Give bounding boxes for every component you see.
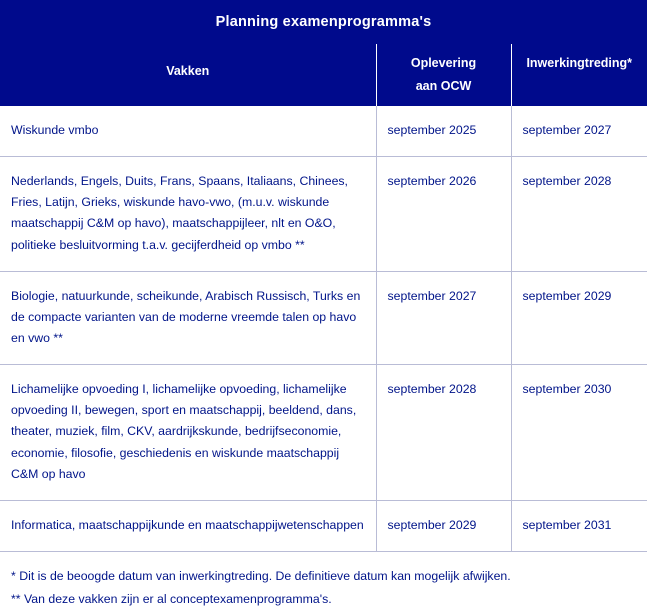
cell-delivery: september 2025 xyxy=(376,106,511,157)
footnote-single-asterisk: * Dit is de beoogde datum van inwerkingtreding. De definitieve datum kan mogelijk afwijken. xyxy=(11,568,511,583)
table-row xyxy=(0,157,647,272)
column-header-delivery-line1: Oplevering xyxy=(410,56,477,70)
cell-subjects: Nederlands, Engels, Duits, Frans, Spaans, Italiaans, Chinees, Fries, Latijn, Grieks, wiskunde havo-vwo, (m.u.v. wiskunde maatschappij C&M op havo), maatschappijleer, nlt en O&O, politieke besluitvorming t.a.v. gecijferdheid op vmbo ** xyxy=(0,157,376,272)
column-header-effective: Inwerkingtreding* xyxy=(511,44,647,106)
page-title: Planning examenprogramma's xyxy=(0,0,647,44)
cell-effective: september 2029 xyxy=(511,271,647,364)
table-header-row xyxy=(0,44,647,106)
table-row xyxy=(0,365,647,501)
cell-delivery: september 2026 xyxy=(376,157,511,272)
column-header-delivery-line2: aan OCW xyxy=(415,79,472,93)
cell-delivery: september 2029 xyxy=(376,500,511,551)
cell-delivery: september 2028 xyxy=(376,365,511,501)
footnote-double-asterisk: ** Van deze vakken zijn er al conceptexamenprogramma's. xyxy=(11,592,332,607)
cell-subjects: Wiskunde vmbo xyxy=(0,106,376,157)
table-row xyxy=(0,500,647,551)
table-row xyxy=(0,271,647,364)
column-header-subjects: Vakken xyxy=(0,44,376,106)
cell-subjects: Biologie, natuurkunde, scheikunde, Arabisch Russisch, Turks en de compacte varianten van de moderne vreemde talen op havo en vwo ** xyxy=(0,271,376,364)
table-row xyxy=(0,106,647,157)
column-header-delivery xyxy=(376,44,511,106)
footnotes xyxy=(0,552,647,612)
cell-effective: september 2030 xyxy=(511,365,647,501)
cell-subjects: Informatica, maatschappijkunde en maatschappijwetenschappen xyxy=(0,500,376,551)
cell-delivery: september 2027 xyxy=(376,271,511,364)
cell-subjects: Lichamelijke opvoeding I, lichamelijke opvoeding, lichamelijke opvoeding II, bewegen, sport en maatschappij, beeldend, dans, theater, muziek, film, CKV, aardrijkskunde, bedrijfseconomie, economie, filosofie, geschiedenis en wiskunde maatschappij C&M op havo xyxy=(0,365,376,501)
cell-effective: september 2031 xyxy=(511,500,647,551)
cell-effective: september 2028 xyxy=(511,157,647,272)
planning-table xyxy=(0,44,647,552)
cell-effective: september 2027 xyxy=(511,106,647,157)
